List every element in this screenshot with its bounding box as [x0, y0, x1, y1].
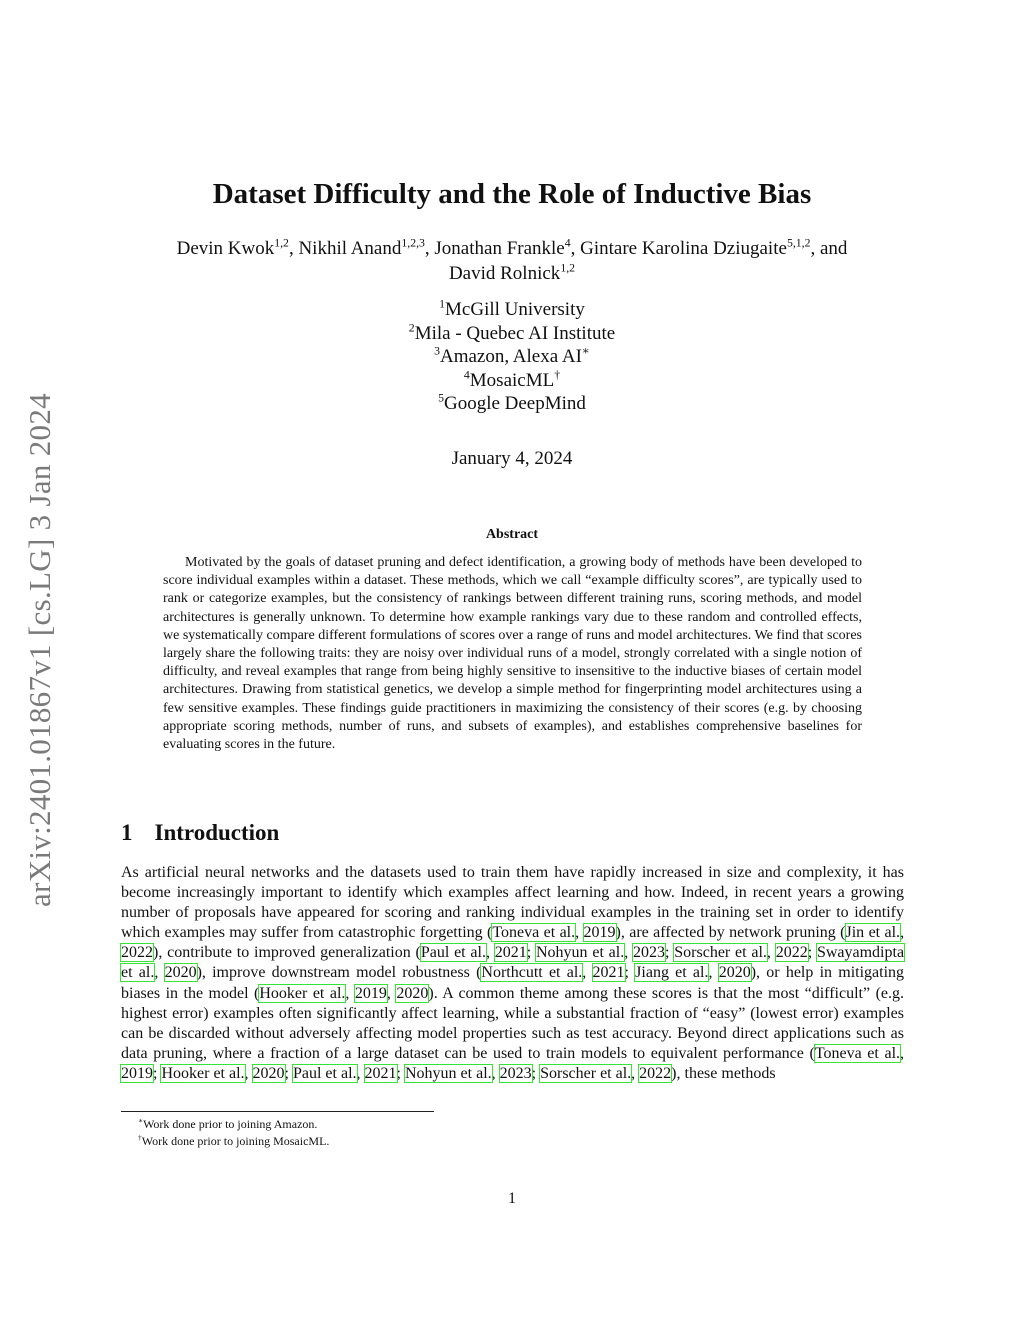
citation-link[interactable]: Hooker et al.: [259, 984, 346, 1002]
paper-title: Dataset Difficulty and the Role of Inductive Bias: [212, 178, 812, 210]
footnote-mark: ∗: [138, 1116, 144, 1125]
footnote-reference: †: [554, 368, 561, 382]
body-text: ;: [807, 944, 817, 962]
author-separator: ,: [288, 238, 299, 259]
author-separator: ,: [570, 238, 581, 259]
page-number: 1: [508, 1190, 516, 1207]
body-text: ), or help in mitigating biases in the model (: [121, 964, 905, 1002]
citation-link[interactable]: Nohyun et al.: [404, 1064, 492, 1082]
affiliation-number: 1: [439, 297, 446, 311]
footnote-2: [138, 1134, 329, 1149]
body-text: ), these methods: [671, 1064, 776, 1082]
body-text: ), improve downstream model robustness (: [196, 964, 482, 982]
citation-link[interactable]: 2019: [354, 984, 387, 1002]
body-text: ), contribute to improved generalization (: [153, 944, 421, 962]
citation-link[interactable]: Swayamdipta et al.: [121, 944, 905, 982]
body-text: ,: [708, 964, 719, 982]
section-title: Introduction: [154, 820, 280, 845]
body-text: ;: [665, 944, 675, 962]
author-affiliation-mark: 4: [564, 236, 571, 250]
section-number: 1: [121, 820, 133, 845]
citation-link[interactable]: 2020: [718, 964, 751, 982]
citation-link[interactable]: Paul et al.: [292, 1064, 357, 1082]
citation-link[interactable]: Toneva et al.: [492, 924, 576, 942]
affiliation: [0, 345, 1024, 369]
citation-link[interactable]: 2020: [396, 984, 429, 1002]
author-name: Devin Kwok: [176, 238, 275, 259]
citation-link[interactable]: 2023: [499, 1064, 532, 1082]
body-text: ;: [624, 964, 636, 982]
affiliation-number: 2: [408, 321, 415, 335]
citation-link[interactable]: 2020: [252, 1064, 285, 1082]
affiliation-name: McGill University: [445, 299, 585, 320]
body-text: ,: [386, 984, 397, 1002]
body-text: ;: [284, 1064, 293, 1082]
body-text: ,: [900, 924, 905, 942]
body-text: ;: [531, 1064, 541, 1082]
body-text: ,: [491, 1064, 500, 1082]
affiliation: [0, 369, 1024, 393]
affiliation: [0, 392, 1024, 416]
author-name: Jonathan Frankle: [434, 238, 565, 259]
body-text: ), are affected by network pruning (: [615, 924, 846, 942]
body-text: ,: [631, 1064, 640, 1082]
affiliation-number: 5: [438, 391, 444, 405]
abstract-text: Motivated by the goals of dataset pruning and defect identification, a growing body of methods have been developed to score individual examples within a dataset. These methods, which we call “example difficulty scores”, are typically used to rank or categorize examples, but the consistency of rankings between different training runs, scoring methods, and model architectures is generally unknown. To determine how example rankings vary due to these random and controlled effects, we systematically compare different formulations of scores over a range of runs and model architectures. We find that scores largely share the following traits: they are noisy over individual runs of a model, strongly correlated with a single notion of difficulty, and reveal examples that range from being highly sensitive to insensitive to the inductive biases of certain model architectures. Drawing from statistical genetics, we develop a simple method for fingerprinting model architectures using a few sensitive examples. These findings guide practitioners in maximizing the consistency of their scores (e.g. by choosing appropriate scoring methods, number of runs, and subsets of examples), and establishes comprehensive baselines for evaluating scores in the future.: [163, 555, 862, 753]
citation-link[interactable]: 2019: [121, 1064, 153, 1082]
body-text: ,: [485, 944, 495, 962]
affiliation-name: Mila - Quebec AI Institute: [414, 322, 616, 344]
footnote-text: Work done prior to joining MosaicML.: [141, 1134, 330, 1148]
affiliation-name: Google DeepMind: [443, 393, 586, 414]
body-text: ,: [356, 1064, 365, 1082]
body-text: ;: [396, 1064, 405, 1082]
citation-link[interactable]: 2021: [364, 1064, 397, 1082]
citation-link[interactable]: 2022: [639, 1064, 672, 1082]
body-text: ,: [900, 1044, 905, 1062]
author-name: David Rolnick: [448, 263, 561, 284]
affiliation: [0, 322, 1024, 346]
footnote-text: Work done prior to joining Amazon.: [143, 1117, 318, 1131]
citation-link[interactable]: 2021: [592, 964, 625, 982]
body-text: ). A common theme among these scores is that the most “difficult” (e.g. highest error) examples often significantly affect learning, while a substantial fraction of “easy” (lowest error) examples can be discarded without adversely affecting model properties such as test accuracy. Beyond direct applications such as data pruning, where a fraction of a large dataset can be used to train models to equivalent performance (: [121, 984, 904, 1062]
publication-date: January 4, 2024: [451, 448, 573, 469]
body-text: ,: [624, 944, 634, 962]
citation-link[interactable]: 2022: [775, 944, 808, 962]
citation-link[interactable]: Nohyun et al.: [536, 944, 625, 962]
body-text: ,: [582, 964, 593, 982]
footnote-1: [138, 1117, 317, 1132]
citation-link[interactable]: Toneva et al.: [814, 1044, 901, 1062]
body-text: ,: [575, 924, 584, 942]
body-text: ,: [244, 1064, 253, 1082]
author-separator: ,: [424, 238, 435, 259]
body-text: As artificial neural networks and the datasets used to train them have rapidly increased in size and complexity, it has become increasingly important to identify which examples affect learning and how. Indeed, in recent years a growing number of proposals have appeared for scoring and ranking individual examples in the training set in order to identify which examples may suffer from catastrophic forgetting (: [121, 864, 904, 942]
citation-link[interactable]: Jiang et al.: [635, 964, 709, 982]
affiliation: [0, 298, 1024, 322]
body-text: ,: [766, 944, 776, 962]
citation-link[interactable]: 2019: [583, 924, 616, 942]
author-affiliation-mark: 1,2,3: [401, 236, 425, 250]
author-affiliation-mark: 1,2: [560, 261, 576, 275]
footnote-mark: †: [138, 1133, 142, 1142]
body-text: ;: [153, 1064, 162, 1082]
abstract-heading: Abstract: [485, 527, 539, 542]
footnote-rule: [121, 1111, 434, 1112]
citation-link[interactable]: 2021: [494, 944, 527, 962]
footnote-reference: ∗: [581, 344, 590, 358]
body-text: ;: [526, 944, 536, 962]
author-affiliation-mark: 1,2: [274, 236, 289, 250]
body-text: ,: [345, 984, 355, 1002]
citation-link[interactable]: Northcutt et al.: [481, 964, 583, 982]
affiliation-number: 3: [434, 344, 440, 358]
author-name: Gintare Karolina Dziugaite: [580, 238, 787, 259]
author-affiliation-mark: 5,1,2: [786, 236, 811, 250]
affiliation-list: [0, 298, 1024, 416]
citation-link[interactable]: Sorscher et al.: [674, 944, 767, 962]
citation-link[interactable]: Paul et al.: [420, 944, 486, 962]
citation-link[interactable]: Sorscher et al.: [540, 1064, 632, 1082]
citation-link[interactable]: 2023: [633, 944, 666, 962]
affiliation-name: Amazon, Alexa AI: [439, 346, 582, 367]
affiliation-name: MosaicML: [469, 369, 555, 391]
arxiv-identifier-text: arXiv:2401.01867v1 [cs.LG] 3 Jan 2024: [22, 393, 57, 907]
introduction-paragraph: [121, 863, 904, 1084]
citation-link[interactable]: 2020: [164, 964, 197, 982]
author-list: [110, 236, 914, 286]
body-text: ,: [154, 964, 165, 982]
section-heading: [121, 820, 279, 846]
citation-link[interactable]: Jin et al.: [845, 924, 901, 942]
citation-link[interactable]: Hooker et al.: [161, 1064, 245, 1082]
affiliation-number: 4: [463, 368, 470, 382]
author-separator: , and: [810, 238, 848, 259]
citation-link[interactable]: 2022: [121, 944, 153, 962]
author-name: Nikhil Anand: [298, 238, 402, 259]
